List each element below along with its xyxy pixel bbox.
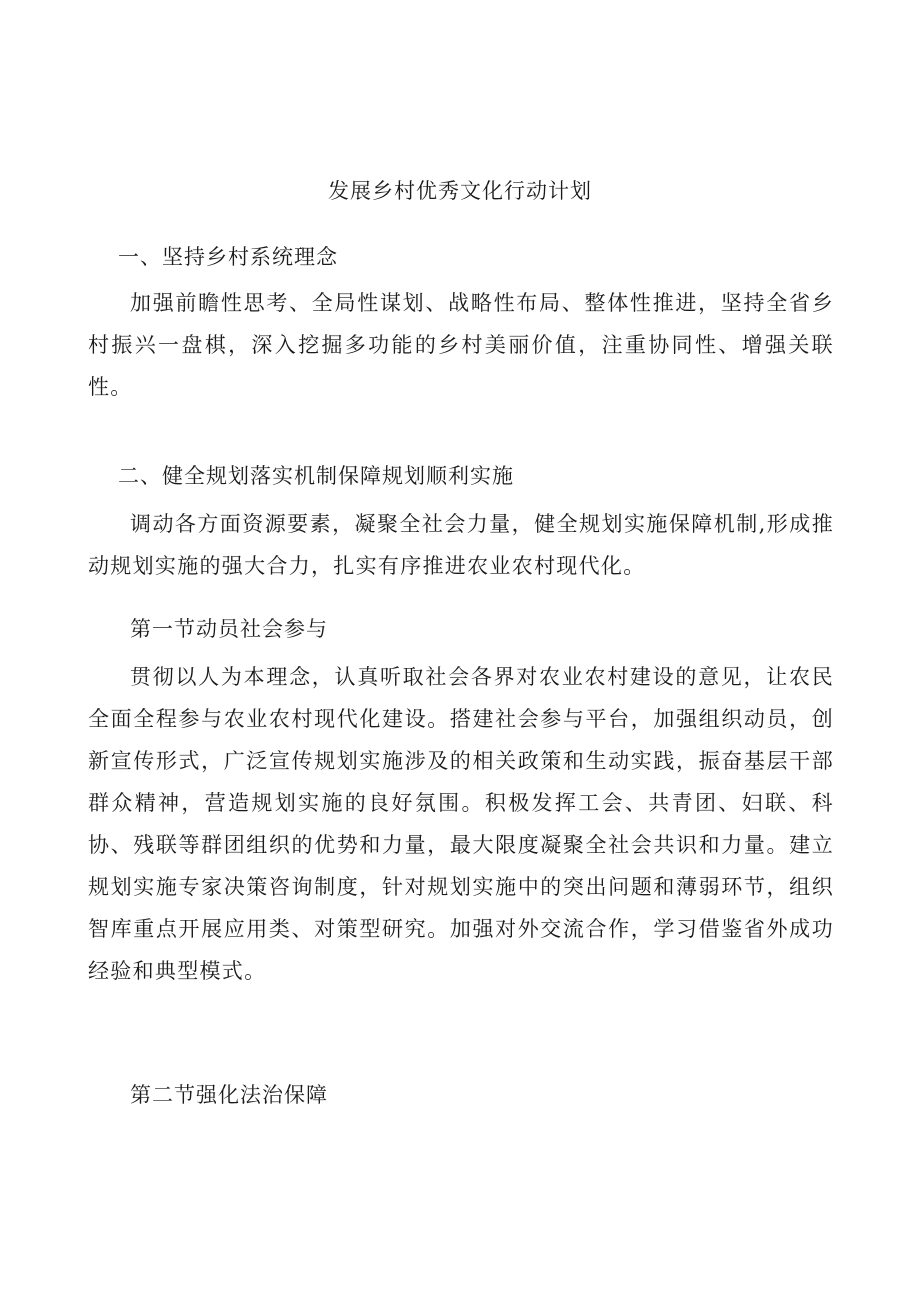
section-heading-1: 一、坚持乡村系统理念 — [118, 245, 338, 269]
section-heading-2: 二、健全规划落实机制保障规划顺利实施 — [118, 464, 514, 488]
subsection-paragraph-1: 贯彻以人为本理念，认真听取社会各界对农业农村建设的意见，让农民全面全程参与农业农村现代化建设。搭建社会参与平台，加强组织动员，创新宣传形式，广泛宣传规划实施涉及的相关政策和生动实践，振奋基层干部群众精神，营造规划实施的良好氛围。积极发挥工会、共青团、妇联、科协、残联等群团组织的优势和力量，最大限度凝聚全社会共识和力量。建立规划实施专家决策咨询制度，针对规划实施中的突出问题和薄弱环节，组织智库重点开展应用类、对策型研究。加强对外交流合作，学习借鉴省外成功经验和典型模式。 — [88, 665, 834, 983]
subsection-heading-1: 第一节动员社会参与 — [130, 617, 328, 641]
section-paragraph-2: 调动各方面资源要素，凝聚全社会力量，健全规划实施保障机制,形成推动规划实施的强大合力，扎实有序推进农业农村现代化。 — [88, 512, 834, 578]
document-title: 发展乡村优秀文化行动计划 — [328, 179, 592, 203]
section-paragraph-1: 加强前瞻性思考、全局性谋划、战略性布局、整体性推进，坚持全省乡村振兴一盘棋，深入挖掘多功能的乡村美丽价值，注重协同性、增强关联性。 — [88, 291, 834, 399]
subsection-heading-2: 第二节强化法治保障 — [130, 1083, 328, 1107]
